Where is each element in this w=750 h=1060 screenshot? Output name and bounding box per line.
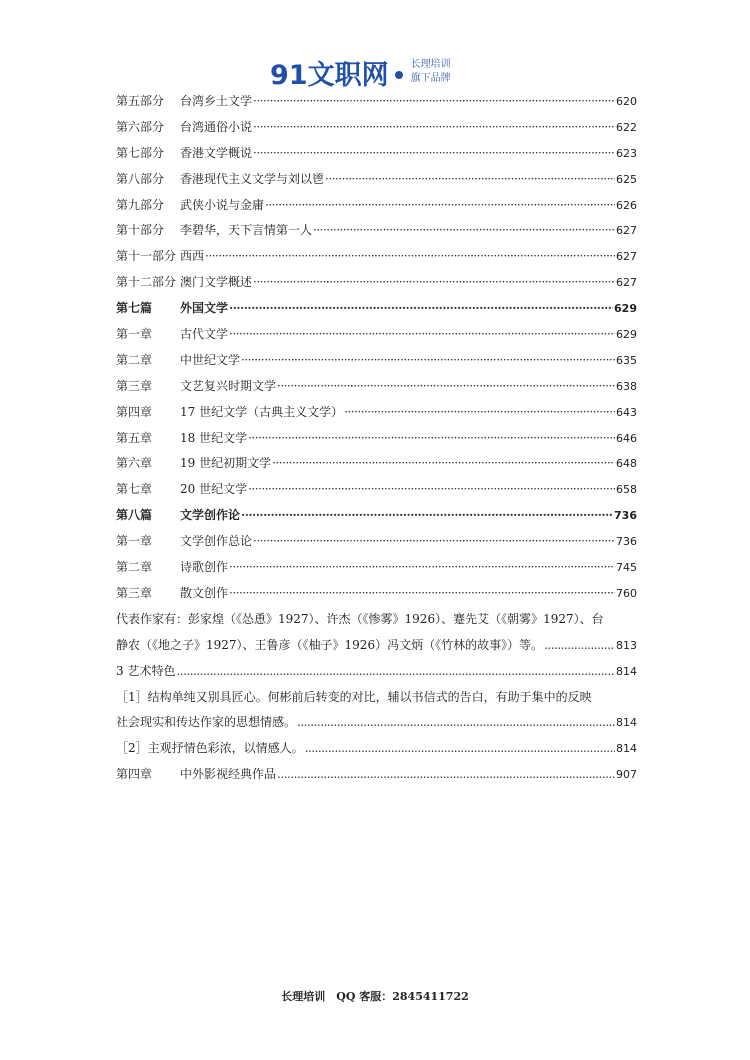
toc-entry[interactable]: [116, 451, 637, 477]
entry-title: 文学创作总论: [180, 534, 253, 549]
page-number: 623: [616, 146, 637, 160]
toc-entry-film[interactable]: [116, 762, 637, 788]
toc-entry[interactable]: [116, 322, 637, 348]
dot-leader: [229, 581, 615, 607]
entry-number: 第四章: [116, 404, 153, 419]
entry-title: 香港现代主义文学与刘以鬯: [180, 171, 325, 186]
dot-leader: [229, 555, 615, 581]
dot-leader: [277, 374, 615, 400]
entry-title: 台湾乡土文学: [180, 94, 253, 108]
entry-title: 武侠小说与金庸: [180, 197, 265, 212]
structure-line-2: 社会现实和传达作家的思想情感。: [116, 715, 297, 730]
dot-leader: [253, 270, 615, 296]
brand-sub-line1: 长理培训: [410, 59, 451, 70]
entry-title: 西西: [180, 249, 205, 264]
entry-title: 3 艺术特色: [116, 663, 176, 678]
authors-line-2: 静农（《地之子》1927）、王鲁彦（《柚子》1926）冯文炳（《竹林的故事》）等。: [116, 637, 544, 652]
dot-leader: [241, 348, 615, 374]
authors-line-1: 代表作家有：彭家煌（《怂恿》1927）、许杰（《惨雾》1926）、蹇先艾（《朝雾》1927）、台: [116, 611, 604, 626]
dot-leader: [253, 89, 615, 115]
entry-title: 文艺复兴时期文学: [180, 378, 277, 393]
dot-leader: [265, 193, 615, 219]
entry-number: 第七部分: [116, 145, 165, 160]
entry-number: 第九部分: [116, 197, 165, 212]
entry-number: 第十二部分: [116, 275, 177, 290]
entry-title: 台湾通俗小说: [180, 119, 253, 134]
toc-entry-structure[interactable]: [116, 685, 637, 737]
toc-entries: [116, 89, 637, 607]
entry-number: 第八篇: [116, 508, 153, 523]
dot-leader: [229, 322, 615, 348]
dot-leader: [229, 296, 613, 322]
page-number: 745: [616, 561, 637, 575]
entry-title: 散文创作: [180, 585, 229, 600]
entry-number: 第一章: [116, 534, 153, 549]
page-number: 646: [616, 431, 637, 445]
entry-number: 第三章: [116, 585, 153, 600]
toc-entry[interactable]: [116, 270, 637, 296]
dot-leader: [305, 736, 615, 762]
entry-number: 第四章: [116, 767, 153, 782]
page-number: 629: [616, 328, 637, 342]
entry-title: 中世纪文学: [180, 352, 241, 367]
page-number: 814: [616, 742, 637, 756]
brand-sub-line2: 旗下品牌: [410, 73, 451, 84]
toc-entry[interactable]: [116, 348, 637, 374]
brand-name: 91文职网: [270, 59, 389, 91]
toc-entry[interactable]: [116, 400, 637, 426]
page-number: 627: [616, 224, 637, 238]
dot-leader: [313, 218, 615, 244]
entry-number: 第二章: [116, 352, 153, 367]
page-number: 736: [614, 509, 637, 523]
entry-title: 20 世纪文学: [180, 482, 248, 497]
page-number: 814: [616, 716, 637, 730]
brand-logo: [270, 52, 451, 92]
entry-number: 第七篇: [116, 301, 153, 316]
toc-entry[interactable]: [116, 374, 637, 400]
entry-number: 第八部分: [116, 171, 165, 186]
entry-title: 18 世纪文学: [180, 430, 248, 445]
toc-entry[interactable]: [116, 141, 637, 167]
page-number: 658: [616, 483, 637, 497]
entry-title: 诗歌创作: [180, 560, 229, 575]
entry-title: 香港文学概说: [180, 145, 253, 160]
dot-leader: [253, 529, 615, 555]
entry-title: 中外影视经典作品: [180, 767, 277, 782]
page-number: 638: [616, 379, 637, 393]
entry-number: 第六部分: [116, 119, 165, 134]
entry-title: ［2］主观抒情色彩浓，以情感人。: [116, 741, 304, 756]
toc-entry[interactable]: [116, 115, 637, 141]
entry-title: 19 世纪初期文学: [180, 456, 272, 471]
page-number: 760: [616, 586, 637, 600]
dot-leader: [277, 762, 615, 788]
toc-entry-art-features[interactable]: [116, 659, 637, 685]
page-number: 626: [616, 198, 637, 212]
entry-number: 第十部分: [116, 223, 165, 238]
entry-title: 澳门文学概述: [180, 275, 253, 290]
entry-title: 17 世纪文学（古典主义文学）: [180, 404, 344, 419]
dot-leader: [205, 244, 615, 270]
page-number: 814: [616, 664, 637, 678]
dot-leader: [253, 141, 615, 167]
page-number: 629: [614, 302, 637, 316]
entry-number: 第六章: [116, 456, 153, 471]
dot-leader: [248, 477, 615, 503]
page-number: 635: [616, 353, 637, 367]
page-number: 643: [616, 405, 637, 419]
entry-title: 李碧华，天下言情第一人: [180, 223, 313, 238]
toc-entry[interactable]: [116, 477, 637, 503]
page-number: 648: [616, 457, 637, 471]
page-number: 813: [616, 638, 637, 652]
toc-entry-authors[interactable]: [116, 607, 637, 659]
page-number: 736: [616, 535, 637, 549]
dot-leader: [325, 167, 615, 193]
toc-entry[interactable]: [116, 89, 637, 115]
page-footer: 长理培训 QQ 客服：2845411722: [281, 990, 469, 1003]
dot-leader: [241, 503, 613, 529]
toc-entry[interactable]: [116, 581, 637, 607]
entry-number: 第十一部分: [116, 249, 177, 264]
toc-entry-lyric[interactable]: [116, 736, 637, 762]
toc-entry[interactable]: [116, 218, 637, 244]
entry-title: 文学创作论: [180, 508, 241, 523]
page-number: 622: [616, 120, 637, 134]
entry-number: 第三章: [116, 378, 153, 393]
page-number: 627: [616, 276, 637, 290]
toc-entry[interactable]: [116, 193, 637, 219]
dot-leader: [297, 710, 615, 736]
toc-entry[interactable]: [116, 529, 637, 555]
dot-leader: [248, 426, 615, 452]
entry-title: 外国文学: [180, 301, 229, 316]
entry-number: 第二章: [116, 560, 153, 575]
toc-entry[interactable]: [116, 426, 637, 452]
page-number: 907: [616, 768, 637, 782]
toc-entry[interactable]: [116, 555, 637, 581]
dot-leader: [544, 633, 615, 659]
toc-entry[interactable]: [116, 503, 637, 529]
dot-leader: [176, 659, 615, 685]
entry-title: 古代文学: [180, 327, 229, 342]
page-number: 620: [616, 95, 637, 108]
dot-leader: [344, 400, 615, 426]
dot-leader: [272, 451, 615, 477]
structure-line-1: ［1］结构单纯又别具匠心。何彬前后转变的对比，辅以书信式的告白，有助于集中的反映: [116, 689, 592, 704]
entry-number: 第五部分: [116, 94, 165, 108]
table-of-contents: [116, 89, 637, 788]
dot-leader: [253, 115, 615, 141]
page-number: 627: [616, 250, 637, 264]
toc-entry[interactable]: [116, 244, 637, 270]
entry-number: 第七章: [116, 482, 153, 497]
brand-subtitle: [411, 58, 451, 86]
entry-number: 第一章: [116, 327, 153, 342]
toc-entry[interactable]: [116, 296, 637, 322]
toc-entry[interactable]: [116, 167, 637, 193]
page-number: 625: [616, 172, 637, 186]
entry-number: 第五章: [116, 430, 153, 445]
logo-dot-icon: [395, 71, 403, 79]
